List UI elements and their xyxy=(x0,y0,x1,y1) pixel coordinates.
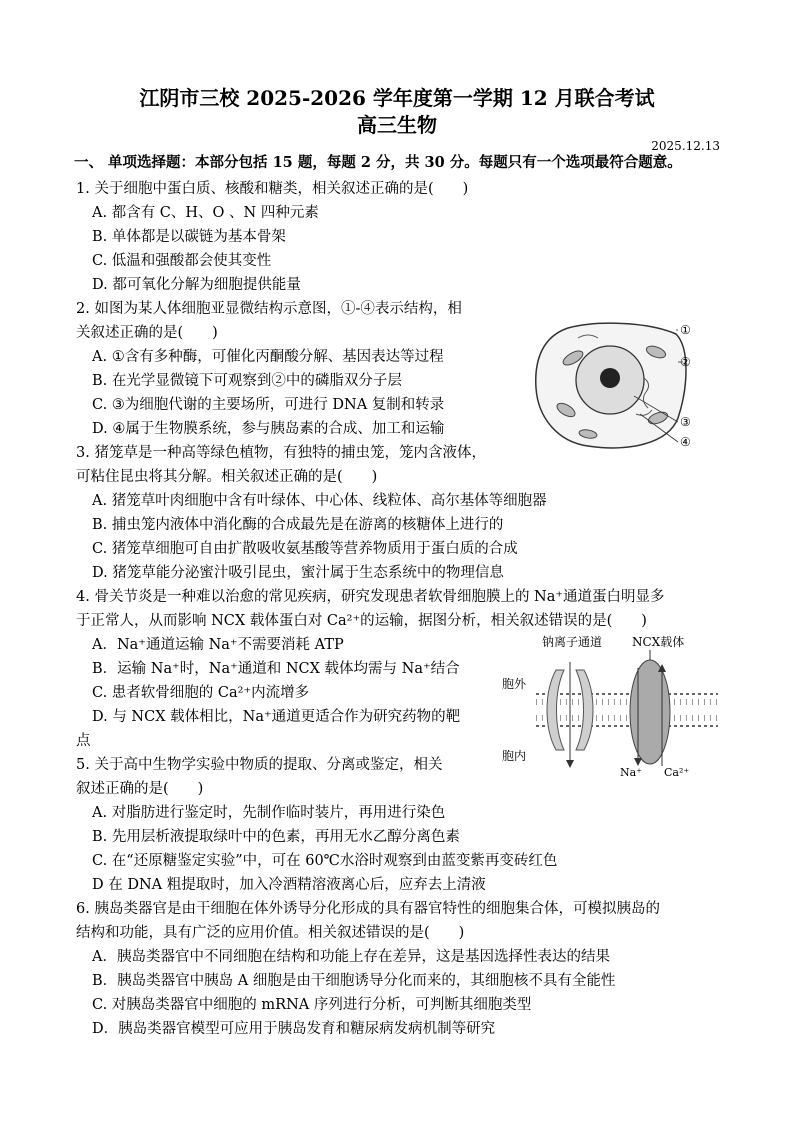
q6-option-d: D．胰岛类器官模型可应用于胰岛发育和糖尿病发病机制等研究 xyxy=(92,1021,496,1037)
q2-option-b: B. 在光学显微镜下可观察到②中的磷脂双分子层 xyxy=(92,373,402,389)
q2-option-d: D. ④属于生物膜系统，参与胰岛素的合成、加工和运输 xyxy=(92,421,445,437)
membrane-transport-diagram xyxy=(496,632,722,777)
nucleolus xyxy=(600,368,620,388)
label-1: ① xyxy=(680,323,691,337)
ncx-carrier-label: NCX载体 xyxy=(632,635,685,649)
label-3: ③ xyxy=(680,415,691,429)
q5-option-c: C. 在“还原糖鉴定实验”中，可在 60℃水浴时观察到由蓝变紫再变砖红色 xyxy=(92,853,558,869)
q1-option-d: D. 都可氧化分解为细胞提供能量 xyxy=(92,277,301,293)
q1-option-b: B. 单体都是以碳链为基本骨架 xyxy=(92,229,286,245)
na-ion-label: Na⁺ xyxy=(620,766,642,777)
section-heading: 一、 单项选择题：本部分包括 15 题，每题 2 分，共 30 分。每题只有一个选项最符合题意。 xyxy=(74,154,682,171)
ncx-carrier-protein xyxy=(630,660,670,764)
q3-stem-line2: 可粘住昆虫将其分解。相关叙述正确的是( ) xyxy=(76,469,378,485)
q3-option-d: D. 猪笼草能分泌蜜汁吸引昆虫，蜜汁属于生态系统中的物理信息 xyxy=(92,565,504,581)
q3-option-a: A. 猪笼草叶肉细胞中含有叶绿体、中心体、线粒体、高尔基体等细胞器 xyxy=(92,493,547,509)
q6-stem-line2: 结构和功能，具有广泛的应用价值。相关叙述错误的是( ) xyxy=(76,925,465,941)
q5-stem-line2: 叙述正确的是( ) xyxy=(76,781,204,797)
q3-stem-line1: 3. 猪笼草是一种高等绿色植物，有独特的捕虫笼，笼内含液体， xyxy=(76,445,486,461)
label-4: ④ xyxy=(680,435,691,449)
q6-option-c: C. 对胰岛类器官中细胞的 mRNA 序列进行分析，可判断其细胞类型 xyxy=(92,997,532,1013)
q2-option-c: C. ③为细胞代谢的主要场所，可进行 DNA 复制和转录 xyxy=(92,397,445,413)
q5-option-a: A. 对脂肪进行鉴定时，先制作临时装片，再用进行染色 xyxy=(92,805,446,821)
q4-option-b: B．运输 Na⁺时，Na⁺通道和 NCX 载体均需与 Na⁺结合 xyxy=(92,661,460,677)
lipid-bilayer xyxy=(536,694,718,726)
label-2: ② xyxy=(680,355,691,369)
q4-option-c: C. 患者软骨细胞的 Ca²⁺内流增多 xyxy=(92,685,310,701)
q1-option-c: C. 低温和强酸都会使其变性 xyxy=(92,253,272,269)
q6-option-b: B．胰岛类器官中胰岛 A 细胞是由干细胞诱导分化而来的，其细胞核不具有全能性 xyxy=(92,973,616,989)
outside-label: 胞外 xyxy=(502,677,527,691)
cell-diagram xyxy=(528,318,718,456)
exam-subject: 高三生物 xyxy=(357,113,437,137)
q1-option-a: A. 都含有 C、H、O 、N 四种元素 xyxy=(92,205,319,221)
exam-title: 江阴市三校 2025-2026 学年度第一学期 12 月联合考试 xyxy=(139,86,655,110)
q4-option-a: A．Na⁺通道运输 Na⁺不需要消耗 ATP xyxy=(92,637,344,653)
q2-option-a: A. ①含有多种酶，可催化丙酮酸分解、基因表达等过程 xyxy=(92,349,444,365)
q5-option-b: B. 先用层析液提取绿叶中的色素，再用无水乙醇分离色素 xyxy=(92,829,460,845)
q6-stem-line1: 6. 胰岛类器官是由干细胞在体外诱导分化形成的具有器官特性的细胞集合体，可模拟胰岛的 xyxy=(76,901,660,917)
q5-stem-line1: 5. 关于高中生物学实验中物质的提取、分离或鉴定，相关 xyxy=(76,757,443,773)
q1-stem: 1. 关于细胞中蛋白质、核酸和糖类，相关叙述正确的是( ) xyxy=(76,181,469,197)
q2-stem-line2: 关叙述正确的是( ) xyxy=(76,325,218,341)
q3-option-b: B. 捕虫笼内液体中消化酶的合成最先是在游离的核糖体上进行的 xyxy=(92,517,504,533)
q5-option-d: D 在 DNA 粗提取时，加入冷酒精溶液离心后，应弃去上清液 xyxy=(92,877,486,893)
q4-option-d-cont: 点 xyxy=(76,733,91,749)
inside-label: 胞内 xyxy=(502,749,527,763)
q6-option-a: A．胰岛类器官中不同细胞在结构和功能上存在差异，这是基因选择性表达的结果 xyxy=(92,949,610,965)
sodium-channel-label: 钠离子通道 xyxy=(542,635,603,649)
exam-date: 2025.12.13 xyxy=(651,139,720,153)
q2-stem-line1: 2. 如图为某人体细胞亚显微结构示意图，①-④表示结构，相 xyxy=(76,301,462,317)
q3-option-c: C. 猪笼草细胞可自由扩散吸收氨基酸等营养物质用于蛋白质的合成 xyxy=(92,541,518,557)
q4-option-d: D. 与 NCX 载体相比，Na⁺通道更适合作为研究药物的靶 xyxy=(92,709,461,725)
ca-ion-label: Ca²⁺ xyxy=(664,766,690,777)
q4-stem-line1: 4. 骨关节炎是一种难以治愈的常见疾病，研究发现患者软骨细胞膜上的 Na⁺通道蛋白明显多 xyxy=(76,589,665,605)
q4-stem-line2: 于正常人，从而影响 NCX 载体蛋白对 Ca²⁺的运输，据图分析，相关叙述错误的是( ) xyxy=(76,613,647,629)
